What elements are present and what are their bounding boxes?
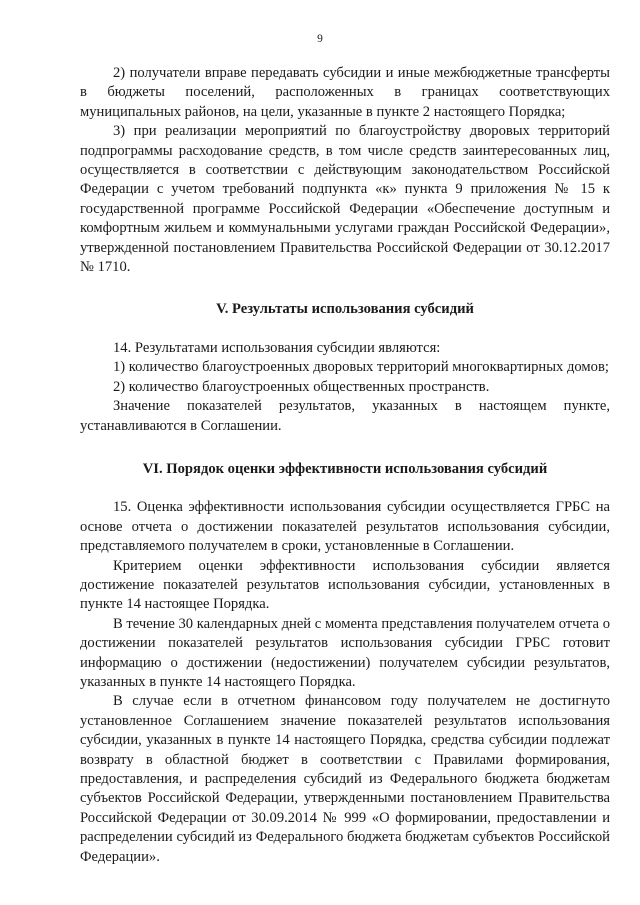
paragraph-14-note: Значение показателей результатов, указанных в настоящем пункте, устанавливаются в Соглашении. xyxy=(80,398,610,434)
paragraph-intro-3: 3) при реализации мероприятий по благоустройству дворовых территорий подпрограммы расходование средств, в том числе средств заинтересованных лиц, осуществляется в соответствии с действующим законодательством Российской Федерации с учетом требований подпункта «к» пункта 9 приложения № 15 к государственной программе Российской Федерации «Обеспечение доступным и комфортным жильем и коммунальными услугами граждан Российской Федерации», утвержденной постановлением Правительства Российской Федерации от 30.12.2017 № 1710. xyxy=(80,123,610,276)
paragraph-refund: В случае если в отчетном финансовом году получателем не достигнуто установленное Соглашением значение показателей результатов использования субсидии, указанных в пункте 14 настоящего Порядка, средства субсидии подлежат возврату в областной бюджет в соответствии с Правилами формирования, предоставления, и распределения субсидий из Федерального бюджета бюджетам субъектов Российской Федерации, утвержденными постановлением Правительства Российской Федерации от 30.09.2014 № 999 «О формировании, предоставлении и распределении субсидий из Федерального бюджета бюджетам субъектов Российской Федерации». xyxy=(80,693,610,865)
paragraph-intro-2: 2) получатели вправе передавать субсидии и иные межбюджетные трансферты в бюджеты поселений, расположенных в границах соответствующих муниципальных районов, на цели, указанные в пункте 2 настоящего Порядка; xyxy=(80,65,610,120)
section-heading-vi: VI. Порядок оценки эффективности использования субсидий xyxy=(142,460,548,477)
paragraph-criterion: Критерием оценки эффективности использования субсидии является достижение показателей результатов использования субсидии, установленных в пункте 14 настоящее Порядка. xyxy=(80,557,610,613)
section-heading-v: V. Результаты использования субсидий xyxy=(216,301,474,318)
paragraph-14-item-1: 1) количество благоустроенных дворовых территорий многоквартирных домов; xyxy=(113,359,609,376)
paragraph-30-days: В течение 30 календарных дней с момента представления получателем отчета о достижении показателей результатов использования субсидии ГРБС готовит информацию о достижении (недостижении) получателем субсидии результатов, указанных в пункте 14 настоящего Порядка. xyxy=(80,615,610,690)
paragraph-15: 15. Оценка эффективности использования субсидии осуществляется ГРБС на основе отчета о достижении показателей результатов использования субсидии, представляемого получателем в сроки, установленные в Соглашении. xyxy=(80,499,610,555)
paragraph-14: 14. Результатами использования субсидии являются: xyxy=(113,339,441,356)
page-number: 9 xyxy=(317,33,323,45)
paragraph-14-item-2: 2) количество благоустроенных общественных пространств. xyxy=(113,378,490,395)
document-body xyxy=(80,64,610,867)
